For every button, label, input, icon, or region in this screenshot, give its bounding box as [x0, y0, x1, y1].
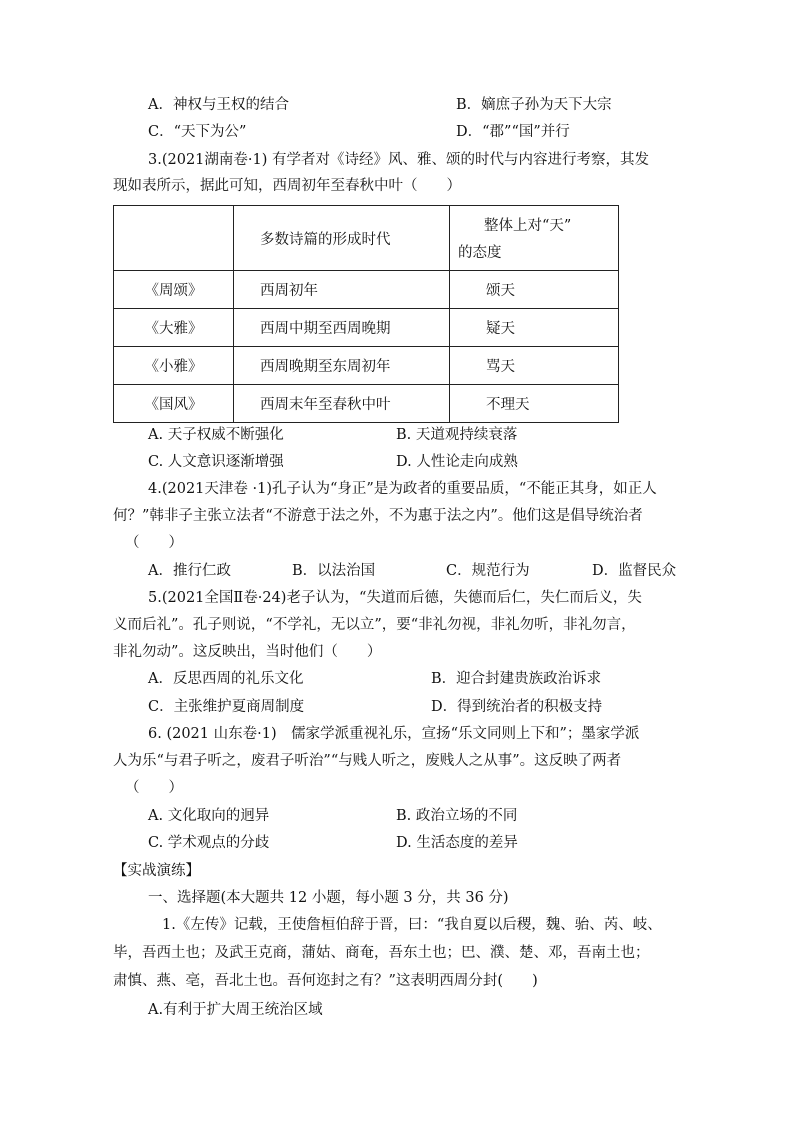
- q2-option-b: B．嫡庶子孙为天下大宗: [456, 97, 612, 113]
- practice-section-title: 一、选择题(本大题共 12 小题，每小题 3 分，共 36 分): [148, 890, 509, 906]
- q3-stem-line2: 现如表所示，据此可知，西周初年至春秋中叶（ ）: [113, 178, 461, 194]
- q3-option-d: D. 人性论走向成熟: [396, 454, 518, 470]
- table-header-attitude: [450, 206, 619, 271]
- table-row: [114, 347, 619, 385]
- table-cell-attitude: 不理天: [450, 385, 619, 423]
- poetry-table: [113, 205, 619, 423]
- practice-q1-option-a: A.有利于扩大周王统治区域: [148, 1002, 323, 1018]
- table-header-row: [114, 206, 619, 271]
- q4-stem-line1: 4.(2021天津卷 ·1)孔子认为“身正”是为政者的重要品质，“不能正其身，如正人: [148, 481, 657, 497]
- q2-option-c: C．“天下为公”: [148, 124, 247, 140]
- q4-option-a: A．推行仁政: [148, 563, 231, 579]
- table-row: [114, 385, 619, 423]
- q3-option-b: B. 天道观持续衰落: [396, 427, 518, 443]
- table-cell-era: 西周末年至春秋中叶: [234, 385, 450, 423]
- q6-option-a: A. 文化取向的迥异: [148, 808, 270, 824]
- q4-stem-line2: 何？”韩非子主张立法者“不游意于法之外，不为惠于法之内”。他们这是倡导统治者: [113, 508, 643, 524]
- table-header-attitude-line1: 整体上对“天”: [484, 218, 572, 234]
- table-header-era: 多数诗篇的形成时代: [234, 206, 450, 271]
- table-cell-attitude: 疑天: [450, 309, 619, 347]
- q6-option-d: D. 生活态度的差异: [396, 835, 518, 851]
- q5-stem-line1: 5.(2021全国Ⅱ卷·24)老子认为，“失道而后德，失德而后仁，失仁而后义，失: [148, 590, 642, 606]
- q6-option-c: C. 学术观点的分歧: [148, 835, 270, 851]
- practice-q1-line2: 毕，吾西土也；及武王克商，蒲姑、商奄，吾东土也；巴、濮、楚、邓，吾南土也；: [113, 945, 650, 961]
- q6-stem-line1: 6. (2021 山东卷·1) 儒家学派重视礼乐，宣扬“乐文同则上下和”；墨家学派: [148, 726, 640, 742]
- q2-option-a: A．神权与王权的结合: [148, 97, 289, 113]
- q5-option-c: C．主张维护夏商周制度: [148, 699, 305, 715]
- q4-option-c: C．规范行为: [446, 563, 530, 579]
- q4-option-d: D．监督民众: [592, 563, 677, 579]
- table-cell-poem: 《大雅》: [114, 309, 234, 347]
- table-cell-attitude: 颂天: [450, 271, 619, 309]
- q5-stem-line2: 义而后礼”。孔子则说，“不学礼，无以立”，要“非礼勿视，非礼勿听，非礼勿言，: [113, 617, 636, 633]
- q6-stem-line3: （ ）: [125, 780, 183, 796]
- practice-q1-line3: 肃慎、燕、亳，吾北土也。吾何迩封之有？”这表明西周分封( ): [113, 973, 538, 989]
- q2-option-d: D．“郡”“国”并行: [456, 124, 570, 140]
- q4-stem-line3: （ ）: [125, 535, 183, 551]
- table-cell-attitude: 骂天: [450, 347, 619, 385]
- table-header-corner: [114, 206, 234, 271]
- q5-option-a: A．反思西周的礼乐文化: [148, 671, 304, 687]
- table-row: [114, 271, 619, 309]
- table-cell-poem: 《国风》: [114, 385, 234, 423]
- q6-stem-line2: 人为乐“与君子听之，废君子听治”“与贱人听之，废贱人之从事”。这反映了两者: [113, 753, 622, 769]
- q3-stem-line1: 3.(2021湖南卷·1) 有学者对《诗经》风、雅、颂的时代与内容进行考察，其发: [148, 152, 649, 168]
- table-cell-poem: 《小雅》: [114, 347, 234, 385]
- q5-option-b: B．迎合封建贵族政治诉求: [431, 671, 602, 687]
- table-row: [114, 309, 619, 347]
- table-cell-era: 西周初年: [234, 271, 450, 309]
- q5-stem-line3: 非礼勿动”。这反映出，当时他们（ ）: [113, 644, 382, 660]
- table-cell-era: 西周中期至西周晚期: [234, 309, 450, 347]
- q6-option-b: B. 政治立场的不同: [396, 808, 518, 824]
- table-cell-era: 西周晚期至东周初年: [234, 347, 450, 385]
- table-header-attitude-line2: 的态度: [458, 245, 502, 261]
- q5-option-d: D．得到统治者的积极支持: [431, 699, 603, 715]
- q3-option-c: C. 人文意识逐渐增强: [148, 454, 284, 470]
- q4-option-b: B．以法治国: [292, 563, 376, 579]
- practice-heading: 【实战演练】: [113, 863, 200, 879]
- table-cell-poem: 《周颂》: [114, 271, 234, 309]
- practice-q1-line1: 1.《左传》记载，王使詹桓伯辞于晋，曰：“我自夏以后稷，魏、骀、芮、岐、: [162, 917, 662, 933]
- q3-option-a: A. 天子权威不断强化: [148, 427, 284, 443]
